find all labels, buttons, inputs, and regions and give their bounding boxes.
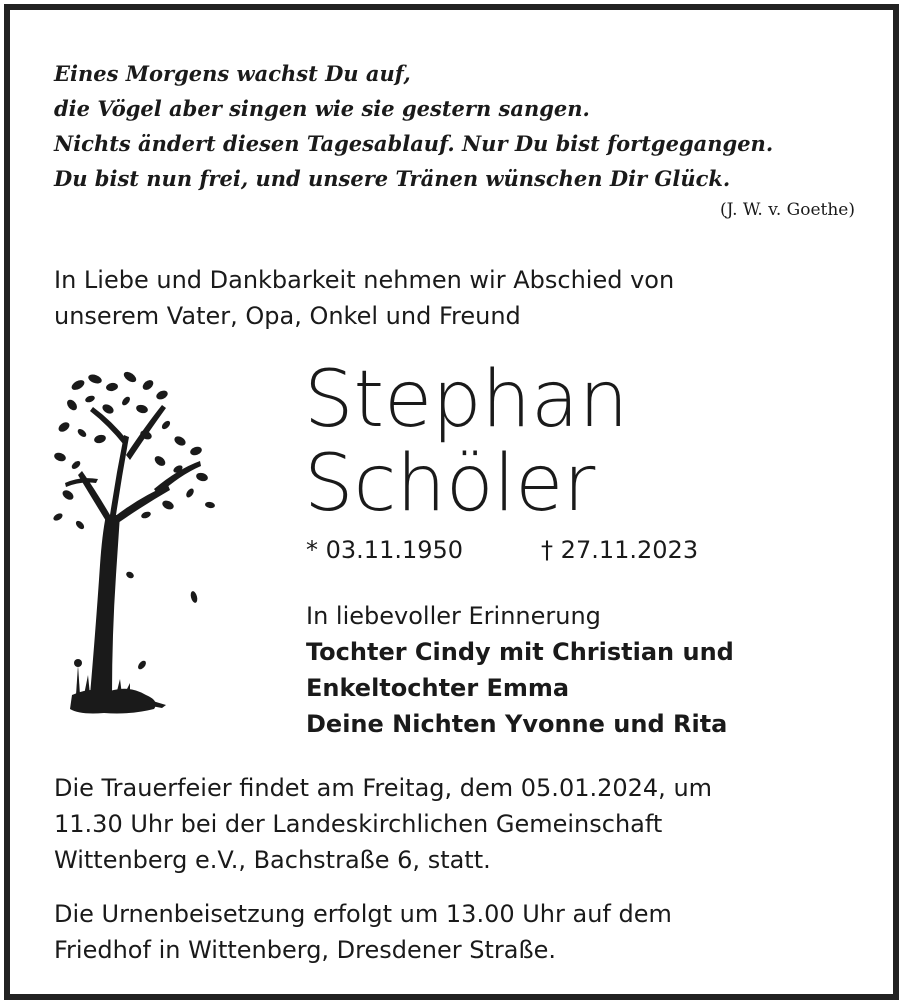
mourners-heading: In liebevoller Erinnerung [306,602,601,630]
poem-line: Eines Morgens wachst Du auf, [54,61,411,86]
mourner-line: Deine Nichten Yvonne und Rita [306,710,728,738]
ceremony-line: 11.30 Uhr bei der Landeskirchlichen Gemeinschaft [54,810,663,838]
mourners [306,598,734,742]
intro-line: In Liebe und Dankbarkeit nehmen wir Abschied von [54,266,675,294]
burial-line: Friedhof in Wittenberg, Dresdener Straße. [54,936,556,964]
death-date: † 27.11.2023 [541,536,699,564]
ceremony-line: Wittenberg e.V., Bachstraße 6, statt. [54,846,491,874]
life-dates [306,536,698,564]
mourner-line: Tochter Cindy mit Christian und [306,638,734,666]
intro-text [54,262,674,334]
poem-line: die Vögel aber singen wie sie gestern sangen. [54,96,590,121]
ceremony-line: Die Trauerfeier findet am Freitag, dem 05.01.2024, um [54,774,713,802]
poem-line: Nichts ändert diesen Tagesablauf. Nur Du bist fortgegangen. [54,131,774,156]
deceased-last-name: Schöler [304,439,596,529]
deceased-name [304,355,629,529]
burial-info [54,896,672,968]
poem-attribution: (J. W. v. Goethe) [720,200,855,220]
tree-silhouette-icon [50,365,220,740]
poem [54,56,773,196]
intro-line: unserem Vater, Opa, Onkel und Freund [54,302,521,330]
ceremony-info [54,770,712,878]
obituary-frame [4,4,899,1000]
deceased-first-name: Stephan [304,355,629,445]
birth-date: * 03.11.1950 [306,536,464,564]
burial-line: Die Urnenbeisetzung erfolgt um 13.00 Uhr auf dem [54,900,672,928]
mourner-line: Enkeltochter Emma [306,674,570,702]
poem-line: Du bist nun frei, und unsere Tränen wünschen Dir Glück. [54,166,731,191]
